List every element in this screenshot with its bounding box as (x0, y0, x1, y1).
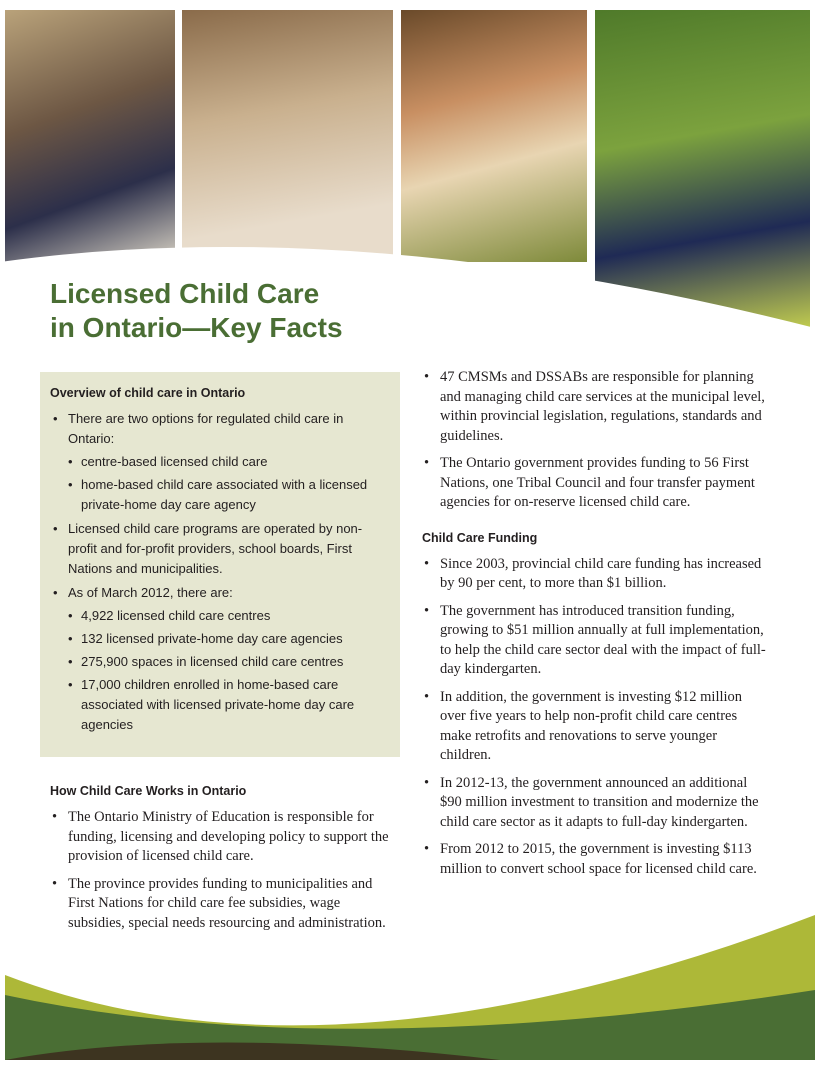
footer-waves (0, 900, 815, 1065)
photo-toddler-toy (182, 10, 393, 262)
funding-item (422, 688, 767, 766)
funding-item-text: From 2012 to 2015, the government is investing $113 million to convert school space for licensed child care. (440, 841, 757, 877)
right-item-text: 47 CMSMs and DSSABs are responsible for planning and managing child care services at the municipal level, within provincial legislation, regulations, standards and guidelines. (440, 369, 765, 444)
overview-item-text: There are two options for regulated child care in Ontario: (68, 411, 344, 446)
overview-subitem (68, 475, 388, 515)
how-item (50, 808, 395, 867)
overview-subitem (68, 675, 388, 735)
photo-boy-cymbals (5, 10, 175, 262)
overview-item (50, 409, 388, 515)
overview-subitem-text: centre-based licensed child care (81, 454, 268, 469)
funding-item (422, 774, 767, 833)
how-item-text: The province provides funding to municipalities and First Nations for child care fee subsidies, wage subsidies, special needs resourcing and administration. (68, 875, 386, 931)
overview-subitem (68, 629, 388, 649)
funding-item (422, 602, 767, 680)
overview-item (50, 519, 388, 579)
funding-item (422, 555, 767, 594)
funding-list (422, 555, 767, 880)
funding-item (422, 840, 767, 879)
overview-item-text: As of March 2012, there are: (68, 585, 233, 600)
how-heading: How Child Care Works in Ontario (50, 784, 247, 798)
overview-list (50, 409, 388, 735)
overview-subitem (68, 452, 388, 472)
overview-subitem-text: 4,922 licensed child care centres (81, 608, 271, 623)
overview-box (40, 372, 400, 757)
overview-subitem-text: 275,900 spaces in licensed child care centres (81, 654, 344, 669)
funding-item-text: Since 2003, provincial child care funding has increased by 90 per cent, to more than $1 billion. (440, 555, 762, 591)
right-list (422, 368, 767, 513)
overview-subitem-text: 17,000 children enrolled in home-based care associated with licensed private-home day care agencies (81, 677, 355, 732)
overview-subitem (68, 652, 388, 672)
funding-item-text: In addition, the government is investing $12 million over five years to help non-profit child care centres make retrofits and renovations to serve younger children. (440, 688, 743, 763)
funding-item-text: The government has introduced transition funding, growing to $51 million annually at full implementation, to help the child care sector deal with the impact of full-day kindergarten. (440, 602, 766, 677)
right-item (422, 454, 767, 513)
right-item (422, 368, 767, 446)
title-line-2: in Ontario—Key Facts (50, 312, 343, 343)
funding-item-text: In 2012-13, the government announced an additional $90 million investment to transition and modernize the child care sector as it adapts to full-day kindergarten. (440, 774, 759, 830)
overview-subitem-text: 132 licensed private-home day care agencies (81, 631, 343, 646)
funding-heading: Child Care Funding (422, 530, 538, 545)
overview-heading: Overview of child care in Ontario (50, 386, 246, 400)
overview-item-text: Licensed child care programs are operated by non-profit and for-profit providers, school boards, First Nations and municipalities. (68, 521, 363, 576)
title-line-1: Licensed Child Care (50, 278, 320, 309)
right-item-text: The Ontario government provides funding to 56 First Nations, one Tribal Council and four transfer payment agencies for on-reserve licensed child care. (440, 455, 755, 510)
overview-subitem (68, 606, 388, 626)
photo-girl-craft (401, 10, 587, 262)
right-column (422, 368, 767, 887)
page-title (50, 277, 343, 345)
overview-sublist (68, 606, 388, 735)
overview-item (50, 583, 388, 735)
overview-subitem-text: home-based child care associated with a licensed private-home day care agency (81, 477, 368, 512)
how-item-text: The Ontario Ministry of Education is responsible for funding, licensing and developing policy to support the provision of licensed child care. (68, 809, 389, 864)
overview-sublist (68, 452, 388, 515)
